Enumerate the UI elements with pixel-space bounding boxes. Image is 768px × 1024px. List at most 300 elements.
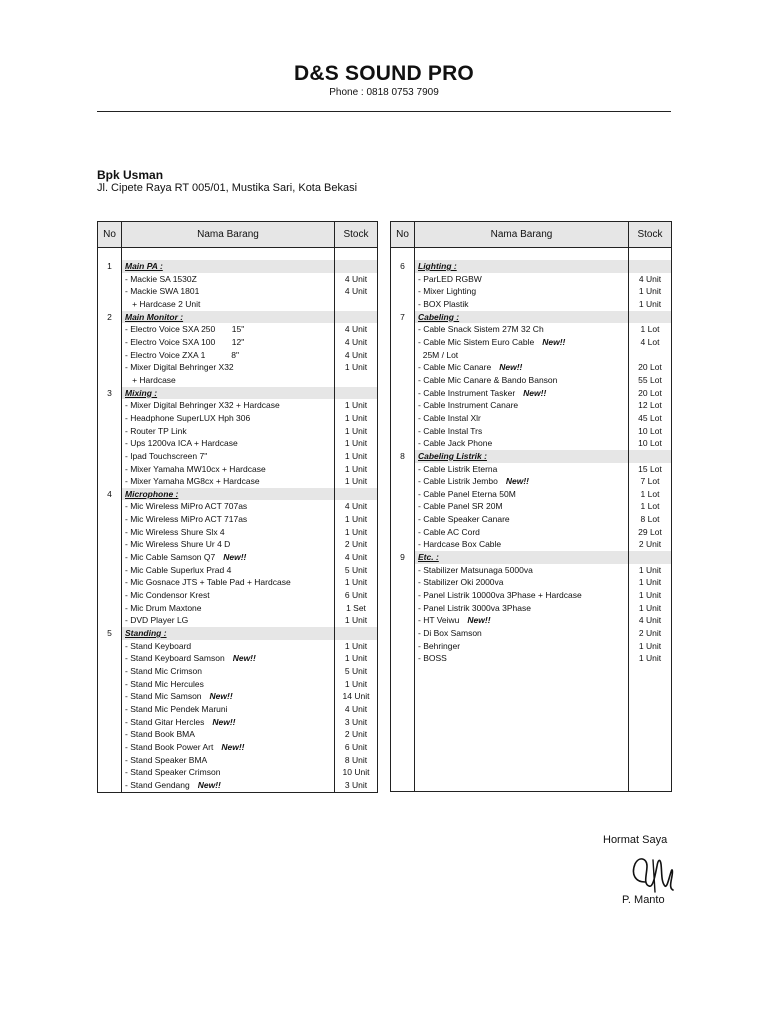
item-row [98,564,378,577]
item-name-cell [122,665,335,678]
category-label: Etc. : [418,552,439,563]
item-name-cell [415,475,629,488]
row-number [98,652,122,665]
item-name-cell [122,273,335,286]
new-badge: New!! [209,691,233,702]
item-row [98,463,378,476]
item-row [98,602,378,615]
item-name-cell [122,716,335,729]
row-number [98,526,122,539]
category-label: Main PA : [125,261,163,271]
row-number [98,374,122,387]
stock-cell: 1 Unit [629,285,672,298]
row-number [98,716,122,729]
row-number [98,285,122,298]
category-label: Cabeling : [418,311,460,322]
item-row [98,349,378,362]
inventory-body-right [391,248,672,792]
category-label: Lighting : [418,261,457,271]
item-name: - Mic Wireless MiPro ACT 707as [125,501,248,512]
stock-cell: 6 Unit [335,741,378,754]
column-header-stock: Stock [629,222,672,248]
row-number [98,475,122,488]
stock-cell: 1 Unit [629,589,672,602]
item-row [98,703,378,716]
item-row [391,602,672,615]
item-name-cell [122,500,335,513]
item-row [98,450,378,463]
item-row [98,728,378,741]
row-number [391,374,415,387]
row-number [391,513,415,526]
item-name: - Mixer Yamaha MG8cx + Hardcase [125,476,260,487]
item-row [98,538,378,551]
stock-cell: 1 Unit [629,576,672,589]
item-name-cell [122,526,335,539]
stock-cell [629,450,672,463]
recipient-name: Bpk Usman [97,168,164,182]
item-name: - Mixer Digital Behringer X32 + Hardcase [125,400,280,411]
stock-cell: 29 Lot [629,526,672,539]
stock-cell: 2 Unit [629,627,672,640]
item-row [98,425,378,438]
stock-cell: 1 Unit [335,576,378,589]
row-number [98,754,122,767]
item-name-cell [415,361,629,374]
stock-cell: 1 Unit [629,652,672,665]
row-number [391,576,415,589]
item-name: - Cable Instal Trs [418,425,483,436]
row-number [391,640,415,653]
row-number [98,766,122,779]
empty-row [391,741,672,754]
item-name: - Stabilizer Matsunaga 5000va [418,564,533,575]
item-name-cell [122,690,335,703]
empty-row [391,766,672,779]
item-name-cell [122,285,335,298]
item-name-cell [122,589,335,602]
new-badge: New!! [197,779,221,790]
stock-cell: 8 Unit [335,754,378,767]
item-row [98,513,378,526]
item-name: - Mic Cable Superlux Prad 4 [125,564,232,575]
item-row [98,551,378,564]
item-name-cell [415,387,629,400]
category-row [391,311,672,324]
item-name-cell [415,399,629,412]
row-number [98,463,122,476]
item-row [98,614,378,627]
item-name: - Electro Voice ZXA 1 8" [125,349,240,360]
item-name: - Ipad Touchscreen 7" [125,450,208,461]
stock-cell: 1 Unit [335,678,378,691]
item-name: - Cable Snack Sistem 27M 32 Ch [418,324,544,335]
closing-greeting: Hormat Saya [603,834,668,846]
row-number: 4 [98,488,122,501]
stock-cell: 1 Lot [629,500,672,513]
category-row [98,311,378,324]
row-number [98,741,122,754]
category-row [391,450,672,463]
item-row [391,538,672,551]
item-name-cell [415,374,629,387]
stock-cell: 1 Unit [335,463,378,476]
item-row [98,665,378,678]
new-badge: New!! [212,716,236,727]
recipient-address: Jl. Cipete Raya RT 005/01, Mustika Sari, Kota Bekasi [97,182,358,194]
item-name: - Mackie SWA 1801 [125,286,200,297]
item-row [391,437,672,450]
stock-cell: 1 Unit [335,361,378,374]
item-row [98,589,378,602]
item-name: - Stand Speaker Crimson [125,767,221,778]
stock-cell: 4 Lot [629,336,672,349]
item-row [98,437,378,450]
stock-cell [335,298,378,311]
row-number [98,513,122,526]
row-number [98,336,122,349]
item-name: - Cable Mic Canare [418,362,492,373]
item-row [98,690,378,703]
stock-cell: 4 Unit [629,273,672,286]
row-number [98,779,122,792]
empty-row [391,779,672,792]
inventory-table-right [390,221,672,792]
item-row [98,741,378,754]
item-name: - Mic Gosnace JTS + Table Pad + Hardcase [125,577,291,588]
row-number: 8 [391,450,415,463]
column-header-name: Nama Barang [122,222,335,248]
item-name: - Ups 1200va ICA + Hardcase [125,438,238,449]
item-name-cell [415,538,629,551]
item-name: - Panel Listrik 10000va 3Phase + Hardcase [418,590,582,601]
row-number [391,298,415,311]
item-name: - Stabilizer Oki 2000va [418,577,504,588]
item-name: - Stand Book BMA [125,729,195,740]
stock-cell: 10 Lot [629,437,672,450]
item-row [391,652,672,665]
row-number [391,602,415,615]
item-name-cell [415,323,629,336]
inventory-body-left [98,248,378,793]
item-name-cell [122,336,335,349]
stock-cell: 1 Unit [335,450,378,463]
row-number: 7 [391,311,415,324]
item-name-cell [415,425,629,438]
company-title: D&S SOUND PRO [294,62,474,85]
item-name-cell [122,399,335,412]
stock-cell: 1 Unit [335,526,378,539]
stock-cell: 5 Unit [335,564,378,577]
item-name: - Cable Speaker Canare [418,514,510,525]
stock-cell [335,627,378,640]
stock-cell: 2 Unit [335,538,378,551]
inventory-table-left [97,221,378,793]
item-name-cell [415,298,629,311]
new-badge: New!! [221,741,245,752]
item-row [98,716,378,729]
item-name-cell [122,538,335,551]
row-number [391,500,415,513]
stock-cell: 4 Unit [335,500,378,513]
item-name: - Cable Panel SR 20M [418,501,503,512]
row-number [391,336,415,349]
row-number [391,437,415,450]
item-row [391,576,672,589]
item-name-cell [122,564,335,577]
stock-cell: 1 Lot [629,323,672,336]
item-name-cell [122,652,335,665]
row-number [98,589,122,602]
item-name: - Stand Speaker BMA [125,754,208,765]
item-name: - Router TP Link [125,425,187,436]
row-number [98,273,122,286]
item-name: - Panel Listrik 3000va 3Phase [418,602,531,613]
item-row [98,361,378,374]
stock-cell: 1 Unit [335,412,378,425]
item-name-cell [415,576,629,589]
item-name-cell [415,513,629,526]
row-number [391,589,415,602]
row-number [391,285,415,298]
item-row [98,475,378,488]
row-number [391,564,415,577]
item-name-cell [415,412,629,425]
item-name-cell [122,412,335,425]
item-row [391,399,672,412]
item-row [98,399,378,412]
item-name-cell [415,526,629,539]
item-name-cell [122,766,335,779]
item-row [391,387,672,400]
stock-cell: 1 Unit [335,399,378,412]
category-label: Microphone : [125,488,179,499]
stock-cell: 55 Lot [629,374,672,387]
item-name-cell [122,298,335,311]
item-name-cell [122,513,335,526]
item-name-cell [122,361,335,374]
empty-row [391,678,672,691]
item-name: - Cable AC Cord [418,526,480,537]
item-row [391,475,672,488]
category-cell [122,627,335,640]
column-header-no: No [391,222,415,248]
item-name: - Mackie SA 1530Z [125,273,197,284]
empty-row [391,716,672,729]
item-name-cell [415,285,629,298]
item-name: - Mixer Lighting [418,286,477,297]
item-row [98,640,378,653]
empty-row [391,753,672,766]
row-number [391,349,415,362]
item-name-cell [122,475,335,488]
item-name: - Headphone SuperLUX Hph 306 [125,412,251,423]
item-row [391,564,672,577]
stock-cell: 12 Lot [629,399,672,412]
category-cell [122,311,335,324]
stock-cell: 1 Unit [335,640,378,653]
stock-cell [335,374,378,387]
item-row [391,640,672,653]
item-name-cell [415,564,629,577]
row-number [98,678,122,691]
row-number [98,602,122,615]
item-name: - Cable Instrument Tasker [418,387,516,398]
empty-row [391,728,672,741]
row-number [98,690,122,703]
item-row [98,678,378,691]
row-number [98,538,122,551]
item-row [98,754,378,767]
column-header-no: No [98,222,122,248]
row-number [391,399,415,412]
row-number [391,614,415,627]
item-name: - Behringer [418,640,461,651]
item-name-cell [415,336,629,349]
stock-cell: 1 Unit [335,475,378,488]
item-name: - Electro Voice SXA 100 12" [125,336,245,347]
item-name: - Mic Wireless Shure Ur 4 D [125,539,231,550]
stock-cell: 4 Unit [335,273,378,286]
item-name-cell [415,349,629,362]
item-row [98,766,378,779]
stock-cell: 1 Unit [335,614,378,627]
item-name: - DVD Player LG [125,615,189,626]
item-name: - Stand Mic Pendek Maruni [125,703,228,714]
stock-cell: 1 Unit [629,640,672,653]
stock-cell: 8 Lot [629,513,672,526]
item-name: + Hardcase [125,374,176,385]
stock-cell: 1 Unit [335,437,378,450]
item-name: - Cable Instal Xlr [418,412,481,423]
category-cell [415,311,629,324]
category-row [98,627,378,640]
spacer-row [391,248,672,261]
stock-cell: 1 Lot [629,488,672,501]
item-row [98,576,378,589]
item-name: - Electro Voice SXA 250 15" [125,324,245,335]
stock-cell [335,260,378,273]
item-name: - Stand Mic Samson [125,691,202,702]
category-cell [122,260,335,273]
item-row [391,298,672,311]
new-badge: New!! [232,653,256,664]
item-row [391,273,672,286]
item-name: - Stand Gendang [125,779,190,790]
stock-cell: 4 Unit [335,703,378,716]
category-row [391,551,672,564]
row-number [391,526,415,539]
row-number [391,361,415,374]
stock-cell: 2 Unit [335,728,378,741]
item-row [98,285,378,298]
row-number: 3 [98,387,122,400]
category-row [391,260,672,273]
item-name: - Mixer Yamaha MW10cx + Hardcase [125,463,266,474]
stock-cell [629,260,672,273]
stock-cell: 10 Lot [629,425,672,438]
item-name-cell [415,589,629,602]
header-divider [97,111,671,112]
item-name: - Cable Listrik Eterna [418,463,498,474]
row-number [391,387,415,400]
row-number [98,614,122,627]
stock-cell: 5 Unit [335,665,378,678]
stock-cell: 3 Unit [335,779,378,792]
item-name: + Hardcase 2 Unit [125,298,201,309]
stock-cell [629,311,672,324]
item-name-cell [122,779,335,792]
item-name: - Hardcase Box Cable [418,539,502,550]
signer-name: P. Manto [622,894,665,906]
empty-row [391,665,672,678]
item-name: - Cable Mic Sistem Euro Cable [418,336,535,347]
item-row [391,500,672,513]
row-number [391,652,415,665]
item-name-cell [122,437,335,450]
item-row [391,425,672,438]
item-row [391,285,672,298]
new-badge: New!! [223,552,247,563]
column-header-stock: Stock [335,222,378,248]
stock-cell [335,387,378,400]
stock-cell: 3 Unit [335,716,378,729]
item-name: - HT Veiwu [418,615,460,626]
category-label: Mixing : [125,387,158,398]
row-number [98,361,122,374]
row-number [98,551,122,564]
row-number: 5 [98,627,122,640]
item-row [98,526,378,539]
item-name-cell [415,614,629,627]
row-number: 6 [391,260,415,273]
category-row [98,260,378,273]
new-badge: New!! [467,615,491,626]
item-name: 25M / Lot [418,349,459,360]
row-number [98,564,122,577]
item-name-cell [415,500,629,513]
item-name-cell [415,488,629,501]
item-name: - Stand Gitar Hercles [125,716,205,727]
item-row [98,374,378,387]
stock-cell: 4 Unit [335,349,378,362]
item-name-cell [122,614,335,627]
stock-cell: 4 Unit [335,336,378,349]
stock-cell [335,488,378,501]
item-name: - Mic Wireless MiPro ACT 717as [125,514,248,525]
category-row [98,387,378,400]
item-row [98,412,378,425]
stock-cell [335,311,378,324]
item-name: - Cable Jack Phone [418,438,493,449]
item-row [391,488,672,501]
row-number [98,412,122,425]
item-name-cell [122,551,335,564]
column-header-name: Nama Barang [415,222,629,248]
row-number [98,323,122,336]
item-name-cell [415,627,629,640]
row-number [391,412,415,425]
item-name-cell [122,678,335,691]
item-row [391,526,672,539]
item-name-cell [122,374,335,387]
row-number: 1 [98,260,122,273]
stock-cell [629,349,672,362]
item-name: - BOX Plastik [418,298,469,309]
category-label: Standing : [125,628,167,639]
item-row [98,500,378,513]
stock-cell: 1 Set [335,602,378,615]
